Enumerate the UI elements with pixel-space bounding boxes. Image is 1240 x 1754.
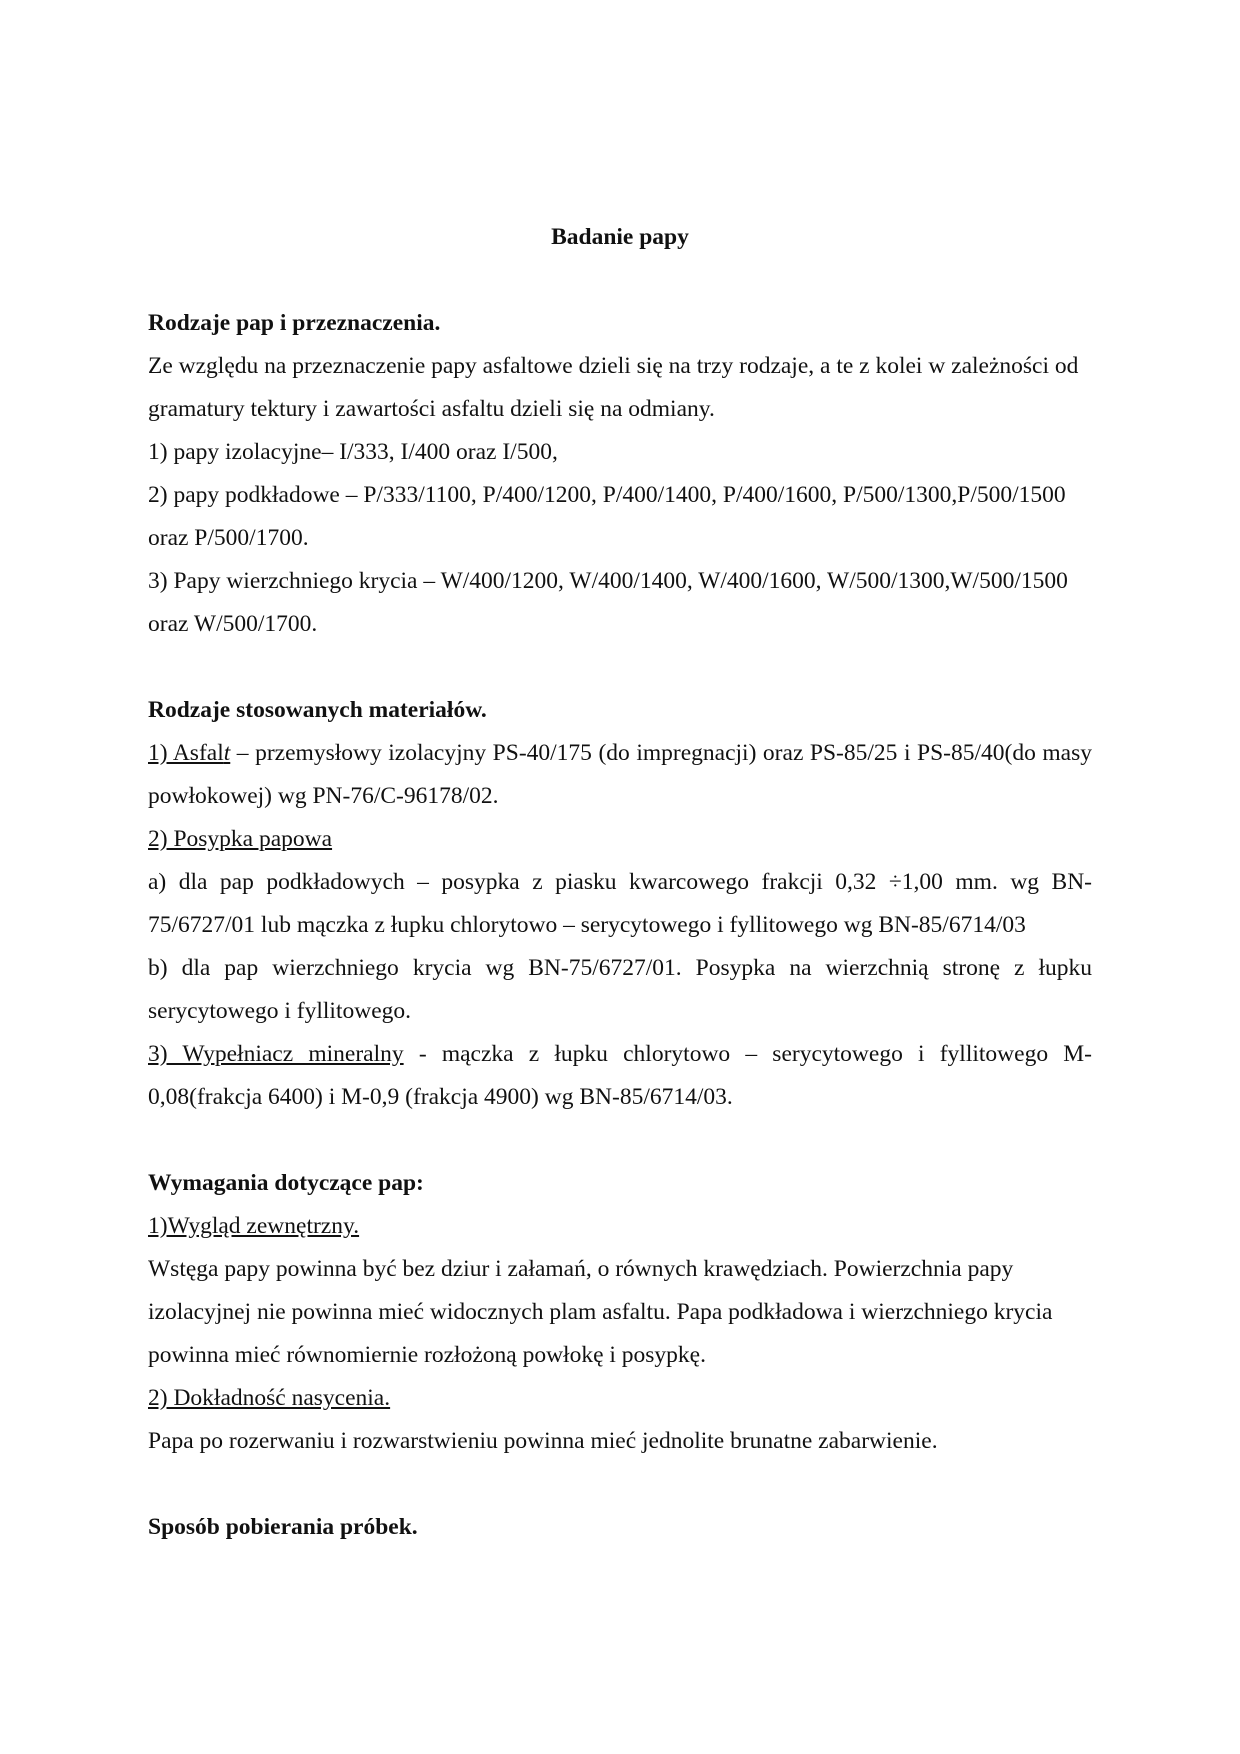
paragraph-saturation: Papa po rozerwaniu i rozwarstwieniu powinna mieć jednolite brunatne zabarwienie. [148, 1428, 938, 1454]
document-title: Badanie papy [551, 224, 689, 250]
paragraph-intro: Ze względu na przeznaczenie papy asfaltowe dzieli się na trzy rodzaje, a te z kolei w zależności od gramatury tektury i zawartości asfaltu dzieli się na odmiany. [148, 353, 1079, 422]
spacer [148, 646, 1092, 689]
label-asphalt: 1) Asfalt [148, 740, 231, 766]
list-item-top-cover: 3) Papy wierzchniego krycia – W/400/1200, W/400/1400, W/400/1600, W/500/1300,W/500/1500 oraz W/500/1700. [148, 568, 1068, 637]
label-filler: 3) Wypełniacz mineralny [148, 1041, 404, 1067]
paragraph-sprinkle-top: b) dla pap wierzchniego krycia wg BN-75/6727/01. Posypka na wierzchnią stronę z łupku serycytowego i fyllitowego. [148, 955, 1092, 1024]
label-saturation: 2) Dokładność nasycenia. [148, 1385, 391, 1411]
paragraph-asphalt: 1) Asfalt – przemysłowy izolacyjny PS-40/175 (do impregnacji) oraz PS-85/25 i PS-85/40(do masy powłokowej) wg PN-76/C-96178/02. [148, 740, 1092, 809]
section-heading-sampling: Sposób pobierania próbek. [148, 1514, 418, 1540]
list-item-underlay: 2) papy podkładowe – P/333/1100, P/400/1200, P/400/1400, P/400/1600, P/500/1300,P/500/1500 oraz P/500/1700. [148, 482, 1066, 551]
document-body [148, 216, 1092, 1549]
label-appearance: 1)Wygląd zewnętrzny. [148, 1213, 360, 1239]
section-heading-materials: Rodzaje stosowanych materiałów. [148, 697, 487, 723]
section-heading-requirements: Wymagania dotyczące pap: [148, 1170, 424, 1196]
paragraph-filler: 3) Wypełniacz mineralny - mączka z łupku chlorytowo – serycytowego i fyllitowego M-0,08(frakcja 6400) i M-0,9 (frakcja 4900) wg BN-85/6714/03. [148, 1041, 1092, 1110]
section-heading-types: Rodzaje pap i przeznaczenia. [148, 310, 441, 336]
list-item-insulating: 1) papy izolacyjne– I/333, I/400 oraz I/500, [148, 439, 558, 465]
paragraph-sprinkle-underlay: a) dla pap podkładowych – posypka z piasku kwarcowego frakcji 0,32 ÷1,00 mm. wg BN-75/6727/01 lub mączka z łupku chlorytowo – serycytowego i fyllitowego wg BN-85/6714/03 [148, 869, 1092, 938]
label-sprinkle: 2) Posypka papowa [148, 826, 333, 852]
spacer [148, 1119, 1092, 1162]
spacer [148, 1463, 1092, 1506]
paragraph-appearance: Wstęga papy powinna być bez dziur i załamań, o równych krawędziach. Powierzchnia papy izolacyjnej nie powinna mieć widocznych plam asfaltu. Papa podkładowa i wierzchniego krycia powinna mieć równomiernie rozłożoną powłokę i posypkę. [148, 1256, 1053, 1368]
